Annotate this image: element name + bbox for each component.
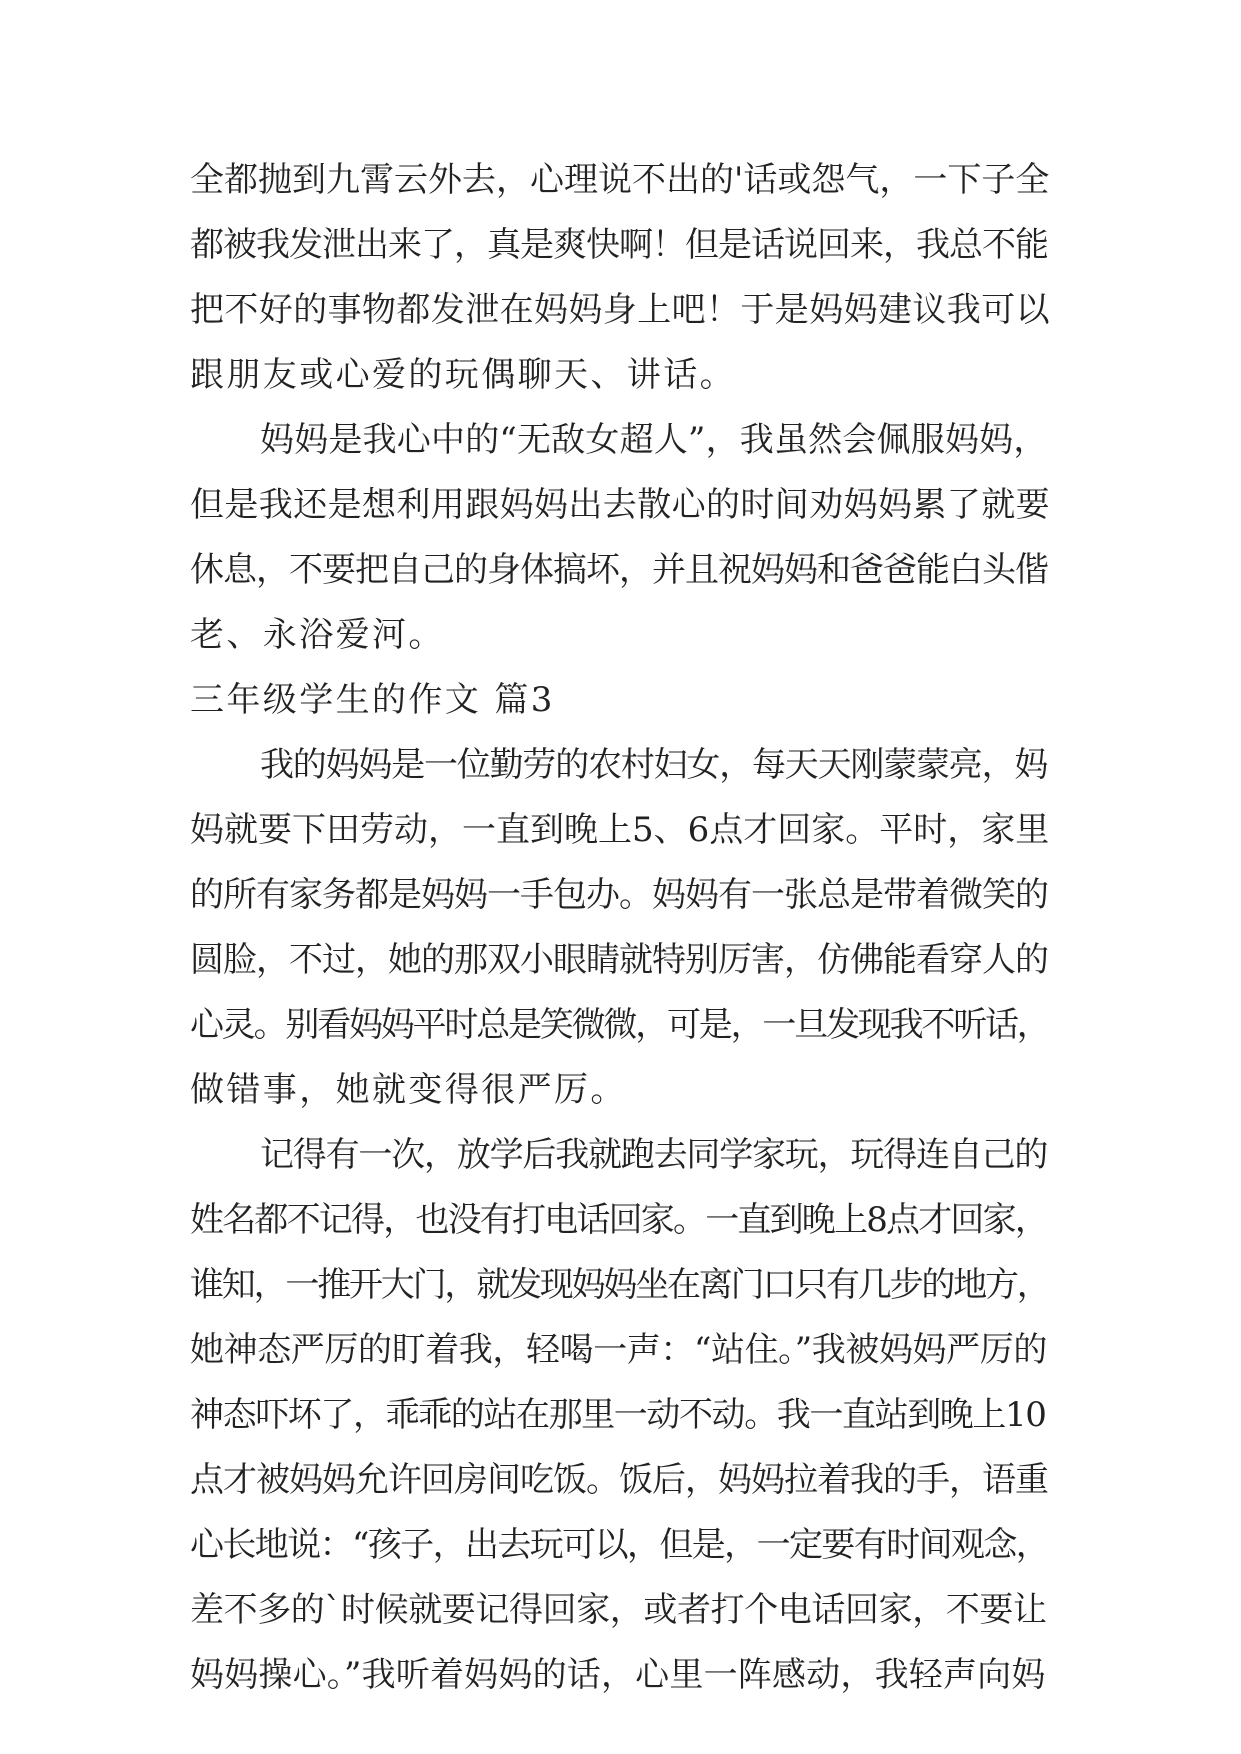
text-line: 的所有家务都是妈妈一手包办。妈妈有一张总是带着微笑的 bbox=[190, 875, 1048, 915]
text-line: 全都抛到九霄云外去，心理说不出的'话或怨气，一下子全 bbox=[190, 160, 1050, 200]
text-line: 妈妈操心。”我听着妈妈的话，心里一阵感动，我轻声向妈 bbox=[190, 1655, 1046, 1695]
text-line: 谁知，一推开大门，就发现妈妈坐在离门口只有几步的地方， bbox=[190, 1265, 1049, 1305]
text-line: 我的妈妈是一位勤劳的农村妇女，每天天刚蒙蒙亮，妈 bbox=[260, 745, 1048, 785]
text-line: 都被我发泄出来了，真是爽快啊！但是话说回来，我总不能 bbox=[190, 225, 1048, 265]
text-line: 点才被妈妈允许回房间吃饭。饭后，妈妈拉着我的手，语重 bbox=[190, 1460, 1048, 1500]
text-line: 神态吓坏了，乖乖的站在那里一动不动。我一直站到晚上10 bbox=[190, 1395, 1046, 1435]
text-line: 跟朋友或心爱的玩偶聊天、讲话。 bbox=[190, 355, 736, 395]
text-line: 心长地说：“孩子，出去玩可以，但是，一定要有时间观念， bbox=[190, 1525, 1049, 1565]
text-line: 圆脸，不过，她的那双小眼睛就特别厉害，仿佛能看穿人的 bbox=[190, 940, 1048, 980]
text-line: 做错事，她就变得很严厉。 bbox=[190, 1070, 627, 1110]
text-line: 她神态严厉的盯着我，轻喝一声：“站住。”我被妈妈严厉的 bbox=[190, 1330, 1047, 1370]
text-line: 记得有一次，放学后我就跑去同学家玩，玩得连自己的 bbox=[260, 1135, 1048, 1175]
text-line: 心灵。别看妈妈平时总是笑微微，可是，一旦发现我不听话， bbox=[190, 1005, 1049, 1045]
text-line: 但是我还是想利用跟妈妈出去散心的时间劝妈妈累了就要 bbox=[190, 485, 1050, 525]
text-line: 休息，不要把自己的身体搞坏，并且祝妈妈和爸爸能白头偕 bbox=[190, 550, 1048, 590]
text-line: 妈就要下田劳动，一直到晚上5、6点才回家。平时，家里 bbox=[190, 810, 1050, 850]
text-line: 把不好的事物都发泄在妈妈身上吧！于是妈妈建议我可以 bbox=[190, 290, 1050, 330]
text-line: 姓名都不记得，也没有打电话回家。一直到晚上8点才回家， bbox=[190, 1200, 1048, 1240]
text-line: 妈妈是我心中的“无敌女超人”，我虽然会佩服妈妈， bbox=[260, 420, 1048, 460]
text-line: 老、永浴爱河。 bbox=[190, 615, 445, 655]
document-body bbox=[190, 148, 1050, 1708]
text-line: 差不多的`时候就要记得回家，或者打个电话回家，不要让 bbox=[190, 1590, 1047, 1630]
text-line: 三年级学生的作文 篇3 bbox=[190, 680, 555, 720]
